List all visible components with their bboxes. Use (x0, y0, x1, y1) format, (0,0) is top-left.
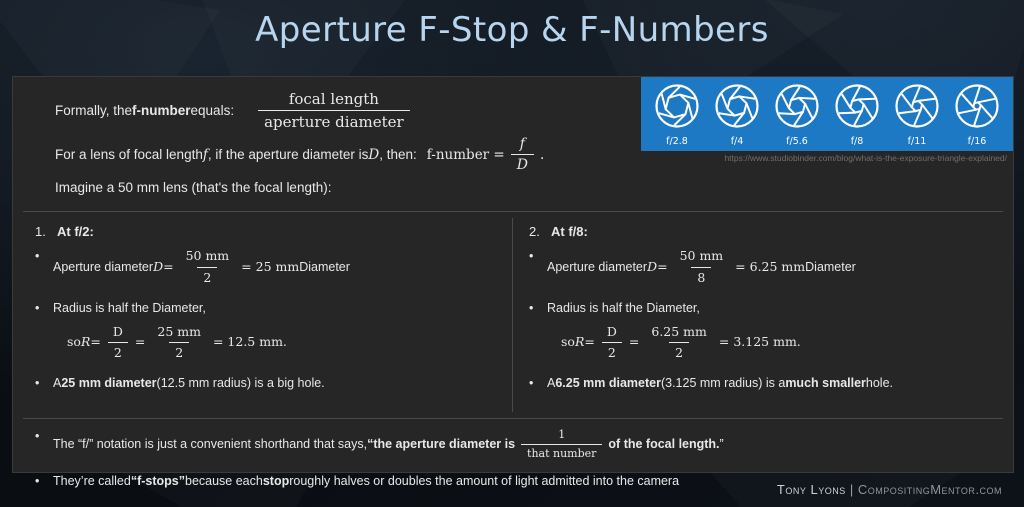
aperture-icon (653, 82, 701, 135)
text-fragment: Diameter (299, 260, 350, 275)
text-fragment: (3.125 mm radius) is a (660, 376, 786, 391)
text-fragment: • Radius is half the Diameter, (53, 300, 206, 315)
aperture-icon (713, 82, 761, 135)
fraction-numerator: 6.25 mm (651, 323, 707, 339)
author-site: CompositingMentor.com (857, 482, 1002, 497)
fraction-denominator: D (511, 154, 534, 175)
author-name: Tony Lyons (776, 482, 846, 497)
footnotes-section (13, 425, 1013, 491)
text-fragment: ” (719, 437, 724, 452)
example-heading (529, 224, 995, 240)
example-heading-label: At f/8: (551, 224, 588, 240)
text-fragment: D (153, 259, 164, 275)
symbol-D: D (368, 146, 380, 163)
inline-fraction (521, 427, 602, 463)
text-fragment: of the focal length. (608, 437, 720, 452)
example-column (19, 218, 513, 412)
formal-definition-suffix: equals: (190, 102, 235, 118)
source-credit: https://www.studiobinder.com/blog/what-is-the-exposure-triangle-explained/ (724, 153, 1007, 163)
list-item (525, 374, 995, 393)
text-fragment: • Radius is half the Diameter, (547, 300, 700, 315)
inline-fraction (107, 323, 129, 364)
text-fragment: (12.5 mm radius) is a big hole. (156, 376, 325, 391)
text-fragment: • A (547, 376, 556, 391)
text-fragment: “the aperture diameter is (367, 437, 516, 452)
example-bullet-list (525, 247, 995, 393)
list-item (31, 374, 500, 393)
fstop-item (953, 82, 1001, 147)
page-title: Aperture F-Stop & F-Numbers (255, 10, 769, 50)
aperture-icon (773, 82, 821, 135)
fraction-denominator: 2 (669, 342, 689, 363)
footnote-list (19, 427, 1007, 491)
fstop-item (773, 82, 821, 147)
fraction-numerator: 50 mm (185, 248, 230, 264)
inline-fraction (674, 247, 730, 288)
list-item (19, 427, 1007, 463)
text-fragment: 6.25 mm diameter (555, 376, 661, 391)
example-number: 2. (529, 224, 540, 240)
inline-fraction (151, 323, 207, 364)
text-fragment: = 12.5 mm. (212, 334, 287, 350)
text-fragment: so (67, 334, 81, 350)
aperture-icon (953, 82, 1001, 135)
symbol-f: f (202, 146, 208, 163)
fstop-item (713, 82, 761, 147)
fstop-item (893, 82, 941, 147)
fstop-label: f/16 (967, 135, 987, 147)
formal-definition-term: f-number (132, 102, 191, 118)
fnumber-equals-label: f-number = (426, 146, 505, 163)
focal-length-text-a: For a lens of focal length (55, 146, 203, 162)
author-signature (777, 482, 1002, 497)
text-fragment: = (90, 334, 101, 350)
period: . (539, 146, 545, 163)
divider (23, 211, 1003, 212)
focal-length-text-b: , if the aperture diameter is (207, 146, 369, 162)
list-item (31, 323, 500, 364)
fstop-item (653, 82, 701, 147)
list-item (31, 299, 500, 318)
text-fragment: R (574, 334, 585, 350)
fraction-denominator: 2 (108, 342, 128, 363)
examples-columns (13, 218, 1013, 412)
text-fragment: hole. (865, 376, 894, 391)
fraction-numerator: D (112, 323, 123, 339)
fstop-label: f/11 (907, 135, 927, 147)
fstop-label: f/4 (730, 135, 744, 147)
text-fragment: 25 mm diameter (61, 376, 157, 391)
fraction-denominator: aperture diameter (258, 110, 410, 132)
fraction-numerator: f (519, 135, 525, 152)
text-fragment: D (647, 259, 658, 275)
fraction-denominator: that number (521, 444, 602, 463)
text-fragment: stop (262, 473, 290, 488)
example-bullet-list (31, 247, 500, 393)
text-fragment: so (561, 334, 575, 350)
fstop-strip (641, 77, 1013, 151)
text-fragment: “f-stops” (130, 473, 185, 488)
list-item (525, 247, 995, 288)
example-column (513, 218, 1007, 412)
text-fragment: • A (53, 376, 62, 391)
formal-definition-prefix: Formally, the (55, 102, 133, 118)
text-fragment: Diameter (805, 260, 856, 275)
example-number: 1. (35, 224, 46, 240)
text-fragment: much smaller (785, 376, 866, 391)
aperture-icon (833, 82, 881, 135)
example-lens-text: Imagine a 50 mm lens (that's the focal length): (55, 180, 332, 196)
divider (23, 418, 1003, 419)
fraction-numerator: D (606, 323, 617, 339)
text-fragment: = 6.25 mm (735, 259, 806, 275)
text-fragment: R (80, 334, 91, 350)
list-item (31, 247, 500, 288)
fstop-item (833, 82, 881, 147)
fraction-denominator: 2 (197, 267, 217, 288)
text-fragment: = (584, 334, 595, 350)
example-heading-label: At f/2: (57, 224, 94, 240)
text-fragment: = 25 mm (241, 259, 300, 275)
fraction-numerator: 1 (558, 427, 566, 441)
list-item (525, 323, 995, 364)
text-fragment: roughly halves or doubles the amount of light admitted into the camera (289, 473, 680, 488)
fstop-label: f/5.6 (786, 135, 808, 147)
text-fragment: • The “f/” notation is just a convenient shorthand that says, (53, 437, 368, 452)
fraction-numerator: focal length (288, 90, 379, 108)
content-panel (12, 76, 1014, 488)
f-over-D-fraction (511, 135, 534, 176)
text-fragment: = (134, 334, 146, 350)
fnumber-fraction (258, 89, 410, 133)
text-fragment: = (657, 259, 668, 275)
fstop-label: f/8 (850, 135, 864, 147)
text-fragment: = 3.125 mm. (718, 334, 801, 350)
focal-length-text-c: , then: (379, 146, 417, 162)
example-heading (35, 224, 500, 240)
fraction-numerator: 25 mm (157, 323, 201, 339)
text-fragment: = (163, 259, 174, 275)
fraction-denominator: 2 (602, 342, 622, 363)
inline-fraction (645, 323, 713, 364)
fraction-numerator: 50 mm (679, 248, 724, 264)
text-fragment: • They’re called (53, 473, 131, 488)
inline-fraction (180, 247, 236, 288)
fstop-label: f/2.8 (666, 135, 688, 147)
fraction-denominator: 8 (691, 267, 711, 288)
list-item (525, 299, 995, 318)
text-fragment: • Aperture diameter (547, 260, 648, 275)
text-fragment: because each (185, 473, 263, 488)
text-fragment: = (628, 334, 640, 350)
example-lens-row (55, 177, 995, 199)
signature-separator: | (845, 482, 858, 497)
inline-fraction (601, 323, 623, 364)
text-fragment: • Aperture diameter (53, 260, 154, 275)
aperture-icon (893, 82, 941, 135)
fraction-denominator: 2 (169, 342, 189, 363)
